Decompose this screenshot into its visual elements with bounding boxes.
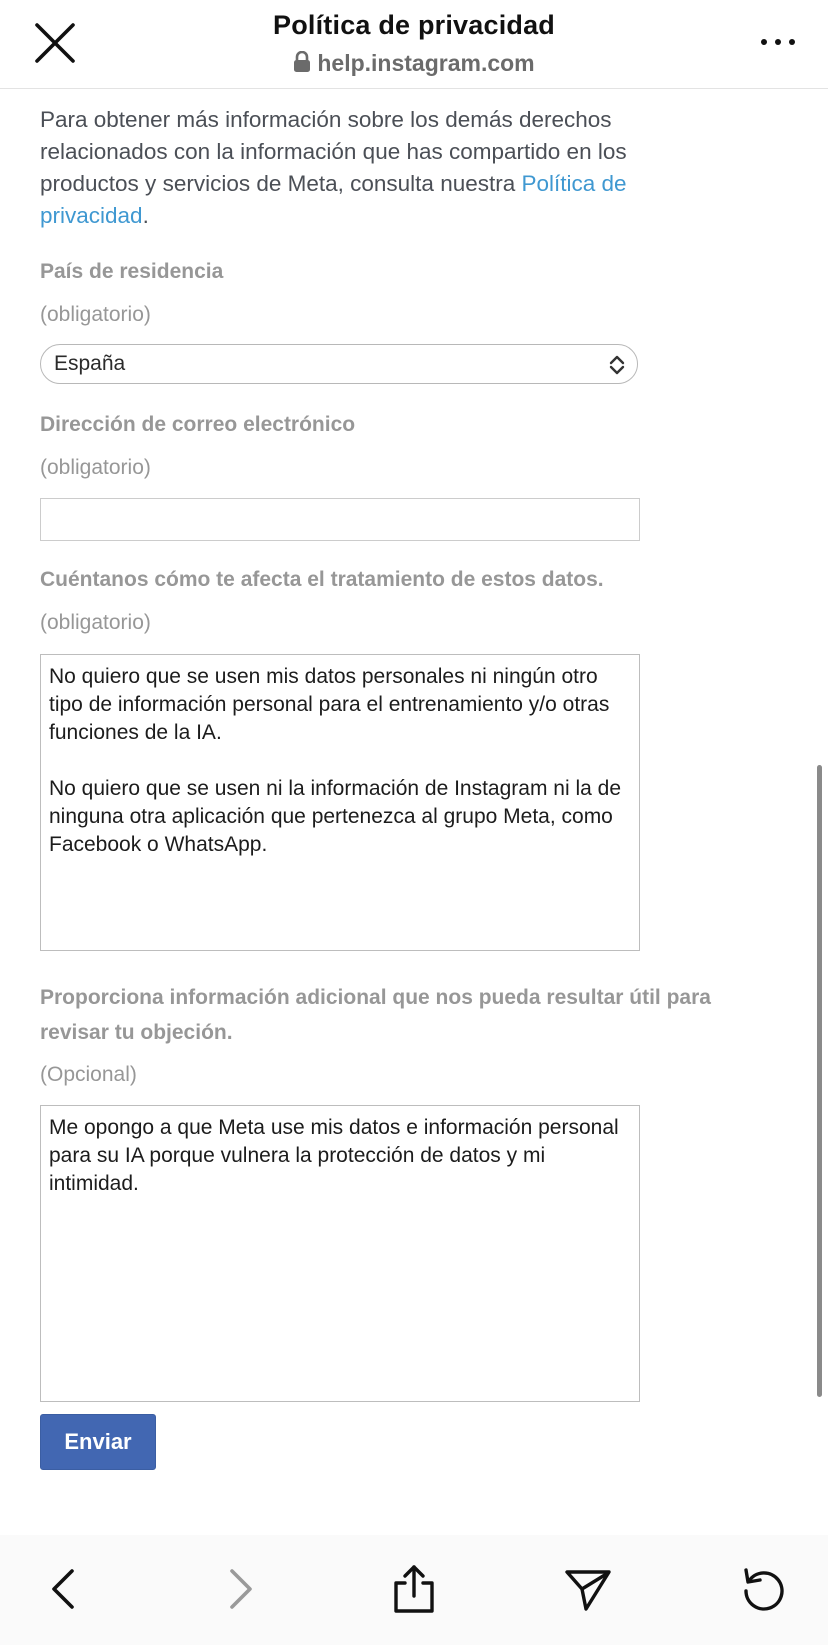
- bottom-toolbar: [0, 1535, 828, 1645]
- impact-textarea[interactable]: No quiero que se usen mis datos personales ni ningún otro tipo de información personal para el entrenamiento y/o otras funciones de la IA. No quiero que se usen ni la información de Instagram ni la de ninguna otra aplicación que pertenezca al grupo Meta, como Facebook o WhatsApp.: [40, 654, 640, 951]
- email-field[interactable]: [40, 498, 640, 541]
- intro-paragraph: [40, 104, 720, 232]
- send-icon: [562, 1563, 614, 1615]
- privacy-policy-link[interactable]: Política de privacidad: [40, 171, 627, 228]
- send-button[interactable]: [562, 1563, 614, 1615]
- chevron-up-down-icon: [607, 353, 627, 377]
- email-hint: (obligatorio): [40, 456, 151, 479]
- share-button[interactable]: [388, 1563, 440, 1615]
- submit-button[interactable]: Enviar: [40, 1414, 156, 1470]
- back-icon: [38, 1563, 90, 1615]
- additional-textarea[interactable]: Me opongo a que Meta use mis datos e información personal para su IA porque vulnera la protección de datos y mi intimidad.: [40, 1105, 640, 1402]
- country-hint: (obligatorio): [40, 303, 151, 326]
- scrollbar-thumb[interactable]: [817, 765, 822, 1397]
- country-label: País de residencia: [40, 260, 224, 283]
- intro-text-end: .: [142, 203, 149, 228]
- forward-icon: [214, 1563, 266, 1615]
- url-display: [0, 50, 828, 77]
- url-text: help.instagram.com: [317, 50, 535, 76]
- country-select[interactable]: [40, 344, 638, 384]
- lock-icon: [293, 51, 311, 73]
- additional-hint: (Opcional): [40, 1063, 137, 1086]
- intro-text: Para obtener más información sobre los demás derechos relacionados con la información que has compartido en los productos y servicios de Meta, consulta nuestra: [40, 107, 627, 196]
- country-select-value: España: [54, 352, 126, 375]
- reload-icon: [738, 1563, 790, 1615]
- share-icon: [388, 1563, 440, 1615]
- impact-hint: (obligatorio): [40, 611, 151, 634]
- impact-label: Cuéntanos cómo te afecta el tratamiento de estos datos.: [40, 568, 604, 591]
- email-label: Dirección de correo electrónico: [40, 413, 356, 436]
- page-title: Política de privacidad: [273, 10, 555, 40]
- more-icon: [756, 26, 800, 58]
- reload-button[interactable]: [738, 1563, 790, 1615]
- forward-button[interactable]: [214, 1563, 266, 1615]
- browser-header: [0, 0, 828, 89]
- back-button[interactable]: [38, 1563, 90, 1615]
- additional-label: Proporciona información adicional que nos pueda resultar útil para revisar tu objeción.: [40, 986, 711, 1044]
- more-options-button[interactable]: [756, 26, 800, 58]
